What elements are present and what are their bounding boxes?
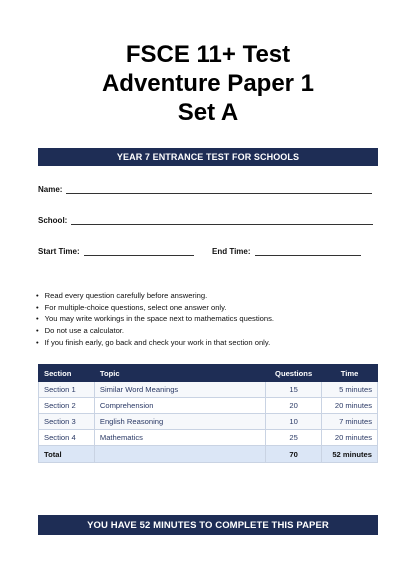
- sections-table: [38, 364, 378, 463]
- header-section: Section: [39, 365, 95, 382]
- name-line[interactable]: [66, 185, 372, 194]
- cell-time: 20 minutes: [322, 398, 378, 414]
- start-time-label: Start Time:: [38, 247, 80, 256]
- header-banner: YEAR 7 ENTRANCE TEST FOR SCHOOLS: [38, 148, 378, 166]
- total-topic: [94, 446, 265, 463]
- cell-topic: Similar Word Meanings: [94, 382, 265, 398]
- school-label: School:: [38, 216, 68, 225]
- page-title: [0, 40, 416, 127]
- cell-time: 20 minutes: [322, 430, 378, 446]
- cell-section: Section 4: [39, 430, 95, 446]
- footer-banner: YOU HAVE 52 MINUTES TO COMPLETE THIS PAPER: [38, 515, 378, 535]
- instruction-item: • Read every question carefully before answering.: [36, 290, 381, 302]
- end-time-label: End Time:: [212, 247, 251, 256]
- instruction-item: • If you finish early, go back and check your work in that section only.: [36, 337, 381, 349]
- cell-questions: 15: [266, 382, 322, 398]
- end-time-field[interactable]: [212, 247, 361, 256]
- name-field[interactable]: [38, 185, 372, 194]
- instruction-item: • Do not use a calculator.: [36, 325, 381, 337]
- table-row: [39, 414, 378, 430]
- start-time-line[interactable]: [84, 247, 194, 256]
- cell-section: Section 3: [39, 414, 95, 430]
- table-total-row: [39, 446, 378, 463]
- name-label: Name:: [38, 185, 63, 194]
- table-header-row: [39, 365, 378, 382]
- cell-topic: Mathematics: [94, 430, 265, 446]
- cell-section: Section 1: [39, 382, 95, 398]
- table-row: [39, 382, 378, 398]
- total-questions: 70: [266, 446, 322, 463]
- cell-time: 7 minutes: [322, 414, 378, 430]
- cell-time: 5 minutes: [322, 382, 378, 398]
- instruction-item: • For multiple-choice questions, select one answer only.: [36, 302, 381, 314]
- title-line-3: Set A: [177, 99, 239, 126]
- total-label: Total: [39, 446, 95, 463]
- header-topic: Topic: [94, 365, 265, 382]
- school-line[interactable]: [71, 216, 373, 225]
- title-line-1: FSCE 11+ Test: [125, 41, 291, 68]
- instructions-list: [36, 290, 381, 349]
- cell-questions: 25: [266, 430, 322, 446]
- header-time: Time: [322, 365, 378, 382]
- cell-topic: English Reasoning: [94, 414, 265, 430]
- start-time-field[interactable]: [38, 247, 194, 256]
- table-row: [39, 430, 378, 446]
- cell-section: Section 2: [39, 398, 95, 414]
- header-questions: Questions: [266, 365, 322, 382]
- end-time-line[interactable]: [255, 247, 361, 256]
- school-field[interactable]: [38, 216, 373, 225]
- cell-topic: Comprehension: [94, 398, 265, 414]
- title-line-2: Adventure Paper 1: [101, 70, 315, 97]
- instruction-item: • You may write workings in the space next to mathematics questions.: [36, 313, 381, 325]
- total-time: 52 minutes: [322, 446, 378, 463]
- table-row: [39, 398, 378, 414]
- cell-questions: 20: [266, 398, 322, 414]
- cell-questions: 10: [266, 414, 322, 430]
